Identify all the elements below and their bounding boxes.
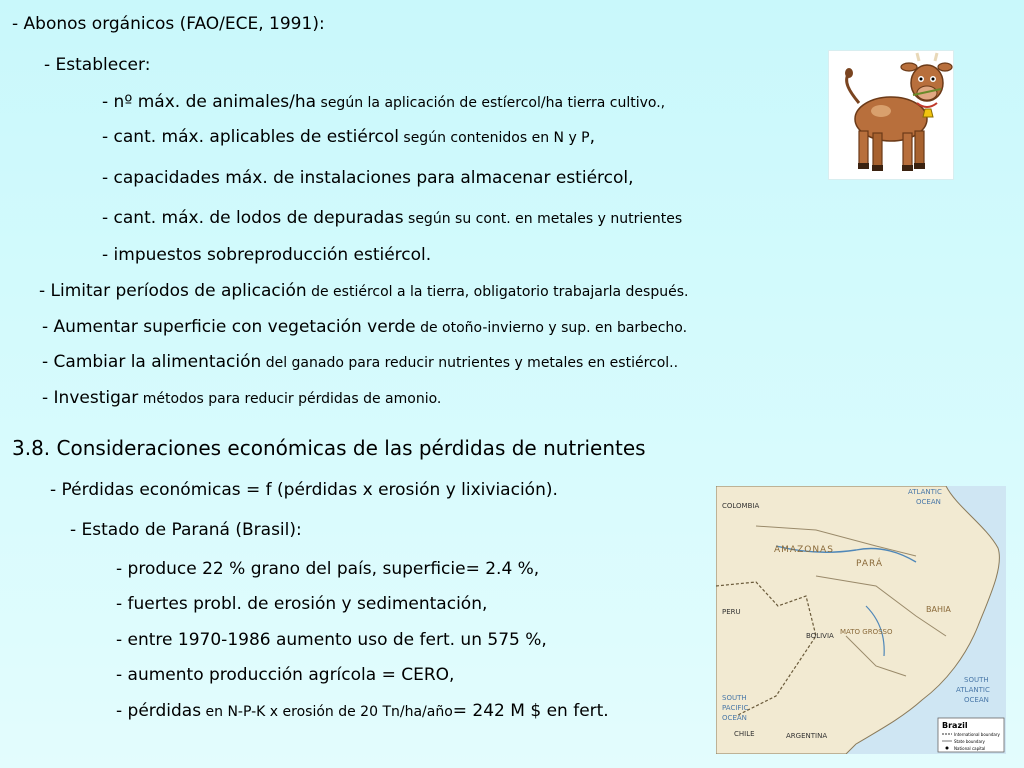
measure-3 — [42, 354, 678, 371]
map-label: SOUTH — [722, 694, 747, 702]
establecer-item-1 — [102, 94, 665, 111]
map-label: ATLANTIC — [956, 686, 990, 694]
establecer-label: - Establecer: — [44, 55, 151, 75]
establecer-item-4 — [102, 210, 682, 227]
parana-item-2: - fuertes probl. de erosión y sedimentación, — [116, 594, 488, 614]
parana-item-1: - produce 22 % grano del país, superficie= 2.4 %, — [116, 559, 540, 579]
item-bold: - capacidades máx. de instalaciones para almacenar estiércol, — [102, 168, 634, 188]
measure-detail: de otoño-invierno y sup. en barbecho. — [415, 320, 688, 336]
abonos-heading: - Abonos orgánicos (FAO/ECE, 1991): — [12, 14, 325, 34]
establecer-item-2 — [102, 129, 595, 146]
establecer-item-5 — [102, 247, 431, 264]
map-label: PACIFIC — [722, 704, 749, 712]
item-bold: - cant. máx. aplicables de estiércol — [102, 127, 399, 147]
cow-illustration — [829, 51, 953, 179]
parana-item-5 — [116, 703, 609, 720]
legend-item: International boundary — [954, 732, 1000, 737]
map-label: BOLIVIA — [806, 632, 834, 640]
measure-bold: - Cambiar la alimentación — [42, 352, 262, 372]
item-end: , — [589, 127, 596, 147]
map-label: BAHIA — [926, 605, 951, 614]
measure-bold: - Investigar — [42, 388, 139, 408]
cow-image — [828, 50, 954, 180]
map-label: OCEAN — [964, 696, 989, 704]
map-label: OCEAN — [916, 498, 941, 506]
map-label: CHILE — [734, 730, 755, 738]
measure-4 — [42, 390, 441, 407]
measure-bold: - Aumentar superficie con vegetación verde — [42, 317, 416, 337]
legend-item: National capital — [954, 746, 986, 751]
map-label: OCEAN — [722, 714, 747, 722]
map-label: ARGENTINA — [786, 732, 828, 740]
item-detail: en N-P-K x erosión de 20 Tn/ha/año — [201, 704, 453, 720]
item-end: = 242 M $ en fert. — [452, 701, 609, 721]
parana-item-4: - aumento producción agrícola = CERO, — [116, 665, 455, 685]
brazil-map — [716, 486, 1006, 754]
item-detail: según contenidos en N y P — [398, 130, 590, 146]
establecer-item-3 — [102, 170, 634, 187]
perdidas-line: - Pérdidas económicas = f (pérdidas x erosión y lixiviación). — [50, 480, 558, 500]
measure-detail: métodos para reducir pérdidas de amonio. — [138, 391, 442, 407]
item-bold: - pérdidas — [116, 701, 202, 721]
map-label: MATO GROSSO — [840, 628, 893, 636]
item-bold: - nº máx. de animales/ha — [102, 92, 317, 112]
measure-1 — [39, 283, 688, 300]
legend-title: Brazil — [942, 721, 968, 730]
map-label: SOUTH — [964, 676, 989, 684]
parana-item-3: - entre 1970-1986 aumento uso de fert. un 575 %, — [116, 630, 547, 650]
measure-detail: de estiércol a la tierra, obligatorio trabajarla después. — [306, 284, 689, 300]
section-title: 3.8. Consideraciones económicas de las pérdidas de nutrientes — [12, 436, 646, 460]
item-detail: según la aplicación de estíercol/ha tierra cultivo., — [316, 95, 666, 111]
legend-item: State boundary — [954, 739, 985, 744]
map-label: COLOMBIA — [722, 502, 760, 510]
item-bold: - cant. máx. de lodos de depuradas — [102, 208, 404, 228]
map-illustration — [716, 486, 1006, 754]
measure-2 — [42, 319, 687, 336]
map-label: ATLANTIC — [908, 488, 942, 496]
measure-bold: - Limitar períodos de aplicación — [39, 281, 307, 301]
map-label: PARÁ — [856, 559, 884, 569]
measure-detail: del ganado para reducir nutrientes y metales en estiércol.. — [261, 355, 679, 371]
item-bold: - impuestos sobreproducción estiércol. — [102, 245, 432, 265]
item-detail: según su cont. en metales y nutrientes — [403, 211, 683, 227]
estado-label: - Estado de Paraná (Brasil): — [70, 520, 302, 540]
map-label: AMAZONAS — [774, 545, 834, 555]
map-label: PERU — [722, 608, 741, 616]
